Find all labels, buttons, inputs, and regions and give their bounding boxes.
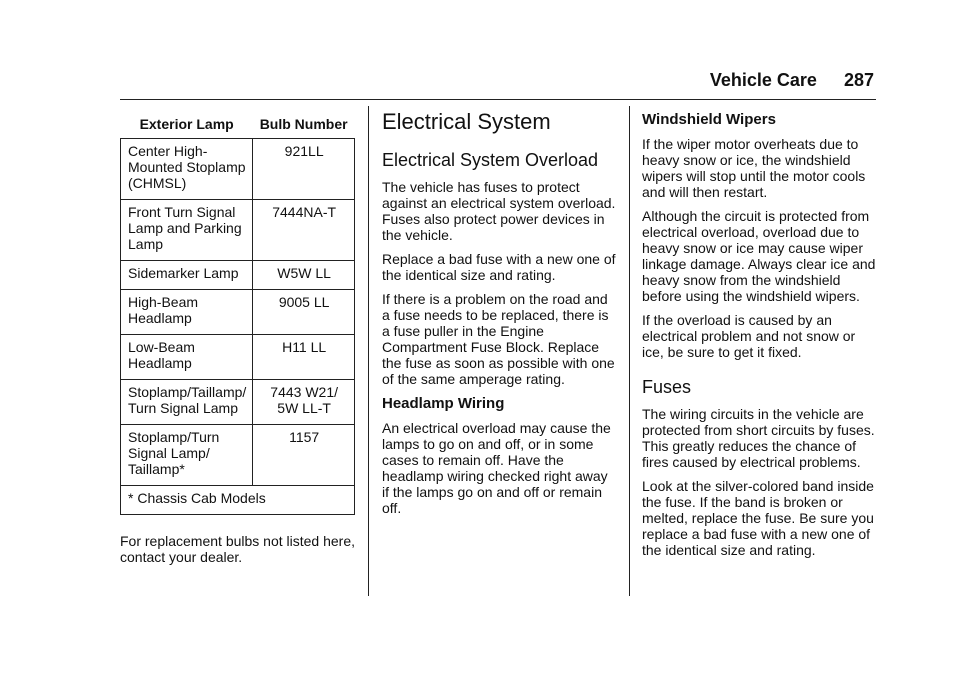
lamp-cell: Front Turn Signal Lamp and Parking Lamp <box>121 200 253 261</box>
lamp-cell: Low-Beam Headlamp <box>121 335 253 380</box>
column-right <box>642 112 878 566</box>
paragraph: If there is a problem on the road and a fuse needs to be replaced, there is a fuse puller in the Engine Compartment Fuse Block. Replace the fuse as soon as possible with one of the same amperage rating. <box>382 291 615 387</box>
heading-windshield-wipers: Windshield Wipers <box>642 111 776 128</box>
section-title: Vehicle Care <box>709 70 817 90</box>
header-rule <box>120 99 876 100</box>
bulb-cell: 9005 LL <box>253 290 355 335</box>
table-row <box>121 335 355 380</box>
lamp-table <box>120 112 355 515</box>
paragraph: Replace a bad fuse with a new one of the identical size and rating. <box>382 251 616 283</box>
bulb-cell: 7443 W21/ 5W LL-T <box>253 380 355 425</box>
table-row <box>121 261 355 290</box>
heading-fuses: Fuses <box>642 377 692 397</box>
column-left <box>120 112 355 573</box>
paragraph: The wiring circuits in the vehicle are protected from short circuits by fuses. This greatly reduces the chance of fires caused by electrical problems. <box>642 406 875 470</box>
bulb-cell: H11 LL <box>253 335 355 380</box>
column-divider <box>368 106 369 596</box>
replacement-note: For replacement bulbs not listed here, contact your dealer. <box>120 533 356 565</box>
table-footnote: * Chassis Cab Models <box>121 486 355 515</box>
table-row <box>121 380 355 425</box>
heading-electrical-system: Electrical System <box>382 109 551 134</box>
paragraph: If the wiper motor overheats due to heavy snow or ice, the windshield wipers will stop until the motor cools and will then restart. <box>642 136 866 200</box>
page-header <box>710 70 874 91</box>
heading-headlamp-wiring: Headlamp Wiring <box>382 395 505 412</box>
table-row <box>121 290 355 335</box>
paragraph: The vehicle has fuses to protect against an electrical system overload. Fuses also protect power devices in the vehicle. <box>382 179 616 243</box>
lamp-cell: Sidemarker Lamp <box>121 261 253 290</box>
lamp-cell: Stoplamp/Turn Signal Lamp/ Taillamp* <box>121 425 253 486</box>
lamp-cell: Stoplamp/Taillamp/ Turn Signal Lamp <box>121 380 253 425</box>
paragraph: Although the circuit is protected from electrical overload, overload due to heavy snow or ice may cause wiper linkage damage. Always clear ice and heavy snow from the windshield before using the windshield wipers. <box>642 208 876 304</box>
bulb-cell: 7444NA-T <box>253 200 355 261</box>
bulb-cell: 921LL <box>253 139 355 200</box>
heading-electrical-overload: Electrical System Overload <box>382 150 599 170</box>
header-exterior-lamp: Exterior Lamp <box>121 112 253 139</box>
table-row <box>121 139 355 200</box>
column-divider <box>629 106 630 596</box>
paragraph: Look at the silver-colored band inside the fuse. If the band is broken or melted, replace the fuse. Be sure you replace a bad fuse with a new one of the identical size and rating. <box>642 478 874 558</box>
table-row <box>121 425 355 486</box>
paragraph: An electrical overload may cause the lamps to go on and off, or in some cases to remain off. Have the headlamp wiring checked right away if the lamps go on and off or remain off. <box>382 420 611 516</box>
lamp-cell: High-Beam Headlamp <box>121 290 253 335</box>
bulb-cell: W5W LL <box>253 261 355 290</box>
lamp-cell: Center High-Mounted Stoplamp (CHMSL) <box>121 139 253 200</box>
page-number: 287 <box>843 70 874 90</box>
header-bulb-number: Bulb Number <box>253 112 355 139</box>
table-footnote-row <box>121 486 355 515</box>
bulb-cell: 1157 <box>253 425 355 486</box>
table-row <box>121 200 355 261</box>
paragraph: If the overload is caused by an electrical problem and not snow or ice, be sure to get it fixed. <box>642 312 856 360</box>
column-middle <box>382 109 617 524</box>
